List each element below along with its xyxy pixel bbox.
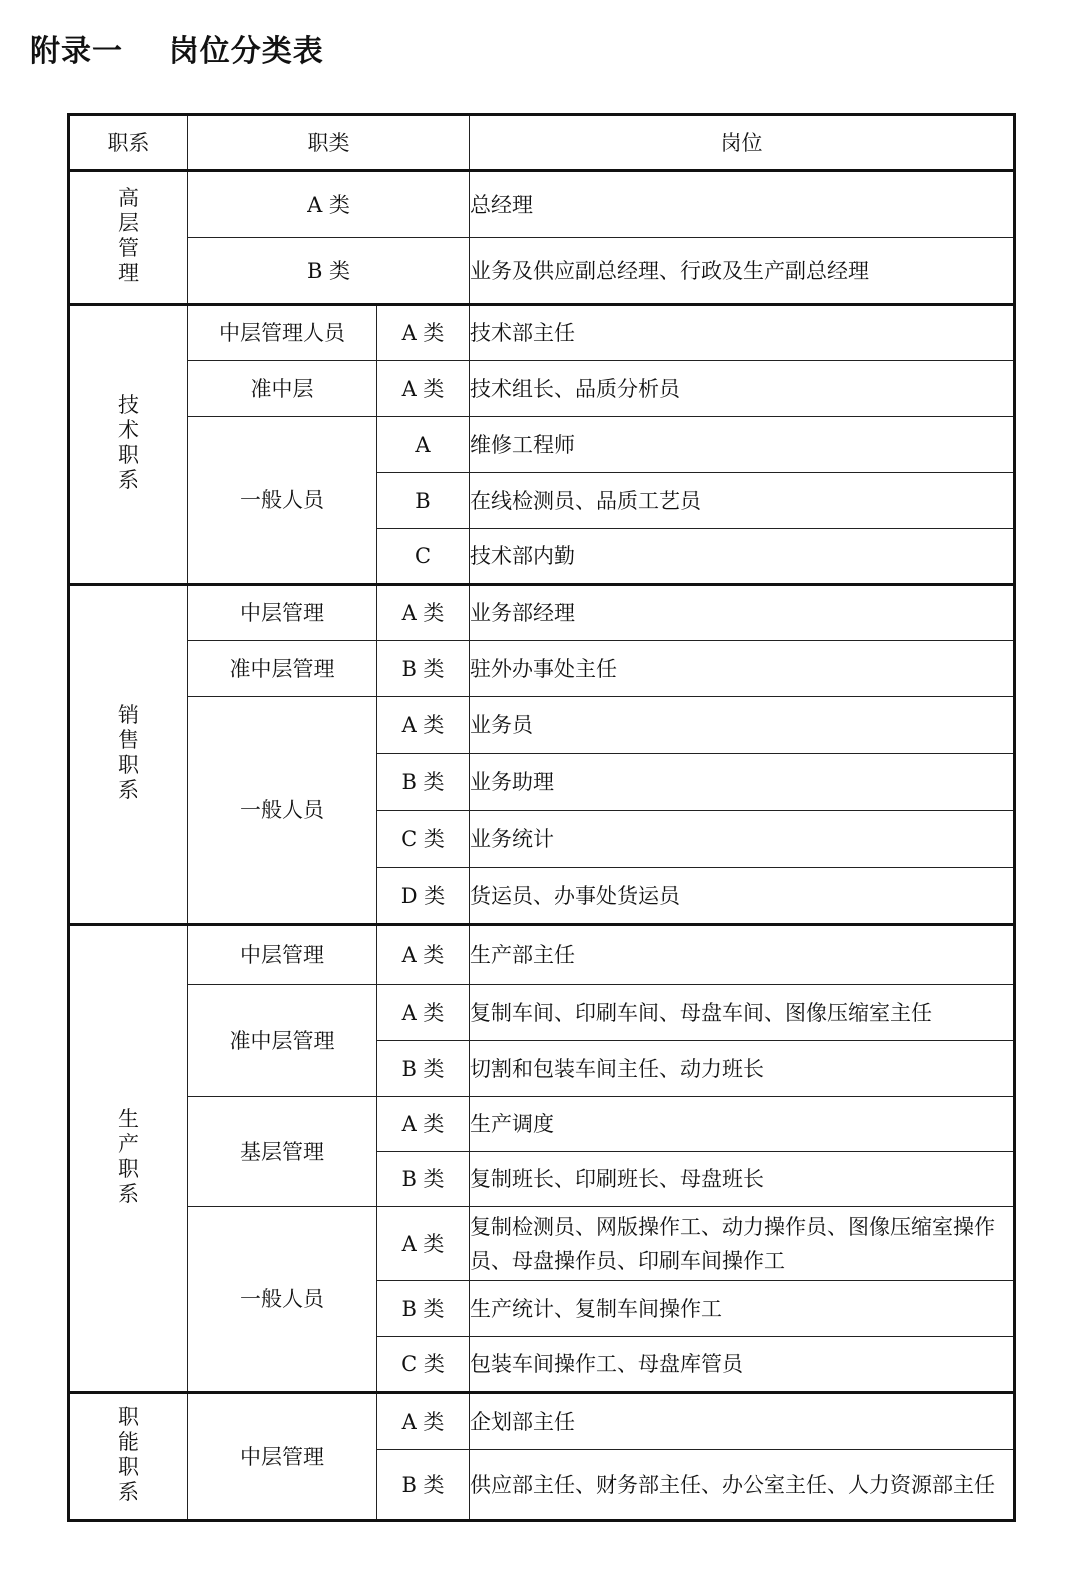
table-row <box>69 925 1015 985</box>
position-cell: 切割和包装车间主任、动力班长 <box>470 1041 1015 1097</box>
table-row <box>69 305 1015 361</box>
position-cell: 业务部经理 <box>470 585 1015 641</box>
series-cell-functional: 职能职系 <box>69 1393 188 1521</box>
position-cell: 生产统计、复制车间操作工 <box>470 1281 1015 1337</box>
position-cell: 技术部主任 <box>470 305 1015 361</box>
position-cell: 企划部主任 <box>470 1393 1015 1450</box>
grade-cell: B 类 <box>377 1281 470 1337</box>
category-cell: 一般人员 <box>188 697 377 925</box>
grade-cell: A 类 <box>377 1207 470 1281</box>
table-row <box>69 1097 1015 1152</box>
position-cell: 总经理 <box>470 171 1015 238</box>
category-cell: 准中层管理 <box>188 985 377 1097</box>
grade-cell: A <box>377 417 470 473</box>
grade-cell: C 类 <box>377 1337 470 1393</box>
table-row <box>69 697 1015 754</box>
table-row <box>69 417 1015 473</box>
category-cell: 基层管理 <box>188 1097 377 1207</box>
grade-cell: A 类 <box>377 1393 470 1450</box>
category-cell: 一般人员 <box>188 1207 377 1393</box>
table-header-row <box>69 115 1015 171</box>
position-cell: 业务助理 <box>470 754 1015 811</box>
grade-cell: B 类 <box>377 1152 470 1207</box>
position-cell: 生产调度 <box>470 1097 1015 1152</box>
position-cell: 维修工程师 <box>470 417 1015 473</box>
category-cell: 准中层 <box>188 361 377 417</box>
header-series: 职系 <box>69 115 188 171</box>
position-cell: 技术组长、品质分析员 <box>470 361 1015 417</box>
category-cell: 中层管理人员 <box>188 305 377 361</box>
table-row <box>69 1393 1015 1450</box>
category-cell: 中层管理 <box>188 1393 377 1521</box>
table-row <box>69 361 1015 417</box>
series-cell-tech: 技术职系 <box>69 305 188 585</box>
series-cell-production: 生产职系 <box>69 925 188 1393</box>
position-cell: 技术部内勤 <box>470 529 1015 585</box>
page-title: 附录一 岗位分类表 <box>30 34 324 69</box>
grade-cell: C <box>377 529 470 585</box>
grade-cell: B 类 <box>377 1450 470 1521</box>
grade-cell: B <box>377 473 470 529</box>
position-cell: 在线检测员、品质工艺员 <box>470 473 1015 529</box>
grade-cell: A 类 <box>377 697 470 754</box>
position-cell: 包装车间操作工、母盘库管员 <box>470 1337 1015 1393</box>
grade-cell: B 类 <box>377 754 470 811</box>
job-classification-table <box>67 113 1016 1522</box>
position-cell: 复制车间、印刷车间、母盘车间、图像压缩室主任 <box>470 985 1015 1041</box>
grade-cell: B 类 <box>377 641 470 697</box>
grade-cell: B 类 <box>377 1041 470 1097</box>
table-row <box>69 238 1015 305</box>
position-cell: 业务统计 <box>470 811 1015 868</box>
category-cell: 一般人员 <box>188 417 377 585</box>
series-cell-senior: 高层管理 <box>69 171 188 305</box>
table-row <box>69 171 1015 238</box>
grade-cell: A 类 <box>377 585 470 641</box>
grade-cell: A 类 <box>377 985 470 1041</box>
position-cell: 供应部主任、财务部主任、办公室主任、人力资源部主任 <box>470 1450 1015 1521</box>
table-row <box>69 1207 1015 1281</box>
category-cell: A 类 <box>188 171 470 238</box>
series-cell-sales: 销售职系 <box>69 585 188 925</box>
header-position: 岗位 <box>470 115 1015 171</box>
position-cell: 货运员、办事处货运员 <box>470 868 1015 925</box>
grade-cell: A 类 <box>377 925 470 985</box>
grade-cell: C 类 <box>377 811 470 868</box>
category-cell: 准中层管理 <box>188 641 377 697</box>
grade-cell: A 类 <box>377 1097 470 1152</box>
position-cell: 复制班长、印刷班长、母盘班长 <box>470 1152 1015 1207</box>
position-cell: 生产部主任 <box>470 925 1015 985</box>
position-cell: 业务员 <box>470 697 1015 754</box>
table-row <box>69 641 1015 697</box>
table-row <box>69 585 1015 641</box>
grade-cell: A 类 <box>377 361 470 417</box>
category-cell: 中层管理 <box>188 925 377 985</box>
position-cell: 复制检测员、网版操作工、动力操作员、图像压缩室操作员、母盘操作员、印刷车间操作工 <box>470 1207 1015 1281</box>
position-cell: 业务及供应副总经理、行政及生产副总经理 <box>470 238 1015 305</box>
category-cell: 中层管理 <box>188 585 377 641</box>
grade-cell: A 类 <box>377 305 470 361</box>
header-category: 职类 <box>188 115 470 171</box>
position-cell: 驻外办事处主任 <box>470 641 1015 697</box>
table-row <box>69 985 1015 1041</box>
category-cell: B 类 <box>188 238 470 305</box>
grade-cell: D 类 <box>377 868 470 925</box>
